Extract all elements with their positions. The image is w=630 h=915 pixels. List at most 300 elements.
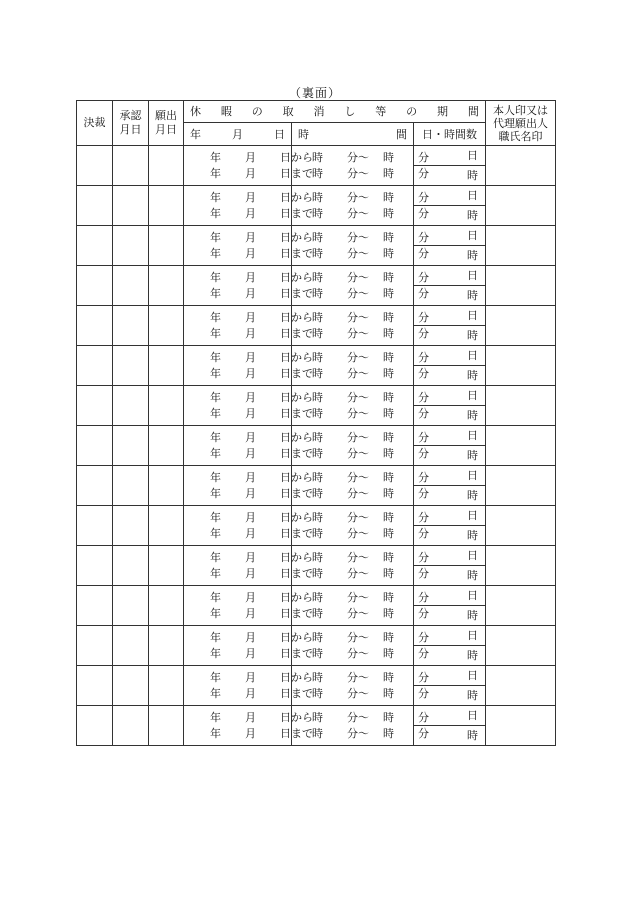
date-from <box>196 510 313 526</box>
month-label: 月 <box>245 726 256 740</box>
date-range-cell[interactable] <box>184 426 313 466</box>
decision-cell[interactable] <box>77 426 113 466</box>
month-label: 月 <box>245 566 256 580</box>
minute-label: 分〜 <box>347 686 369 700</box>
hour-label: 時 <box>383 686 394 700</box>
time-to <box>312 726 429 742</box>
day-to-label: 日まで <box>280 646 313 660</box>
approval-date-cell[interactable] <box>113 506 149 546</box>
year-label: 年 <box>210 590 221 604</box>
date-range-cell[interactable] <box>184 306 313 346</box>
day-to-label: 日まで <box>280 286 313 300</box>
date-to <box>196 726 313 742</box>
hour-label: 時 <box>383 710 394 724</box>
decision-cell[interactable] <box>77 386 113 426</box>
date-to <box>196 366 313 382</box>
minute-label: 分〜 <box>347 326 369 340</box>
hour-label: 時 <box>312 246 323 260</box>
approval-date-cell[interactable] <box>113 186 149 226</box>
hours-cell[interactable]: 時 <box>414 486 486 506</box>
date-to <box>196 606 313 622</box>
minute-label: 分〜 <box>347 670 369 684</box>
hours-cell[interactable]: 時 <box>414 726 486 746</box>
hour-label: 時 <box>312 446 323 460</box>
month-label: 月 <box>245 670 256 684</box>
period-title-char: 等 <box>375 104 387 118</box>
year-label: 年 <box>210 486 221 500</box>
approval-date-cell[interactable] <box>113 466 149 506</box>
decision-cell[interactable] <box>77 506 113 546</box>
approval-date-cell[interactable] <box>113 666 149 706</box>
signature-cell[interactable] <box>486 266 556 306</box>
hour-label: 時 <box>383 366 394 380</box>
days-cell[interactable]: 日 <box>414 386 486 406</box>
hour-label: 時 <box>383 566 394 580</box>
time-to <box>312 526 429 542</box>
hour-label: 時 <box>383 166 394 180</box>
approval-date-cell[interactable] <box>113 306 149 346</box>
hours-cell[interactable]: 時 <box>414 206 486 226</box>
month-label: 月 <box>245 550 256 564</box>
table-row <box>77 306 556 326</box>
days-cell[interactable]: 日 <box>414 466 486 486</box>
date-range-cell[interactable] <box>184 186 313 226</box>
minute-label: 分 <box>418 550 429 564</box>
decision-cell[interactable] <box>77 466 113 506</box>
hour-label: 時 <box>383 206 394 220</box>
date-range-cell[interactable] <box>184 266 313 306</box>
approval-date-cell[interactable] <box>113 586 149 626</box>
year-label: 年 <box>210 646 221 660</box>
hour-label: 時 <box>383 270 394 284</box>
table-row <box>77 666 556 686</box>
days-cell[interactable]: 日 <box>414 626 486 646</box>
hour-label: 時 <box>383 406 394 420</box>
days-cell[interactable]: 日 <box>414 546 486 566</box>
time-from <box>312 470 429 486</box>
table-row <box>77 426 556 446</box>
period-title-char: 間 <box>467 104 479 118</box>
table-row <box>77 226 556 246</box>
minute-label: 分 <box>418 350 429 364</box>
application-date-cell[interactable] <box>149 666 184 706</box>
month-label: 月 <box>245 230 256 244</box>
year-label: 年 <box>210 550 221 564</box>
year-label: 年 <box>210 326 221 340</box>
date-from <box>196 630 313 646</box>
hour-label: 時 <box>312 286 323 300</box>
year-label: 年 <box>210 670 221 684</box>
time-to <box>312 686 429 702</box>
date-to <box>196 326 313 342</box>
decision-cell[interactable] <box>77 706 113 746</box>
date-range-cell[interactable] <box>184 386 313 426</box>
month-label: 月 <box>245 526 256 540</box>
minute-label: 分 <box>418 150 429 164</box>
application-date-cell[interactable] <box>149 626 184 666</box>
hour-label: 時 <box>312 230 323 244</box>
approval-date-cell[interactable] <box>113 346 149 386</box>
minute-label: 分 <box>418 310 429 324</box>
leave-cancellation-table <box>76 100 556 746</box>
year-label: 年 <box>210 366 221 380</box>
date-to <box>196 646 313 662</box>
minute-label: 分〜 <box>347 590 369 604</box>
minute-label: 分 <box>418 190 429 204</box>
minute-label: 分〜 <box>347 366 369 380</box>
approval-date-cell[interactable] <box>113 226 149 266</box>
minute-label: 分〜 <box>347 270 369 284</box>
days-cell[interactable]: 日 <box>414 426 486 446</box>
hour-label: 時 <box>312 150 323 164</box>
hours-cell[interactable]: 時 <box>414 246 486 266</box>
time-from <box>312 430 429 446</box>
date-from <box>196 270 313 286</box>
approval-date-cell[interactable] <box>113 426 149 466</box>
hour-label: 時 <box>383 606 394 620</box>
time-from <box>312 190 429 206</box>
date-range-cell[interactable] <box>184 666 313 706</box>
time-from <box>312 350 429 366</box>
days-cell[interactable]: 日 <box>414 306 486 326</box>
page-title: （裏面） <box>288 86 341 100</box>
minute-label: 分 <box>418 710 429 724</box>
minute-label: 分 <box>418 470 429 484</box>
table-row <box>77 546 556 566</box>
minute-label: 分 <box>418 166 429 180</box>
hour-label: 時 <box>312 166 323 180</box>
hours-cell[interactable]: 時 <box>414 286 486 306</box>
date-range-cell[interactable] <box>184 546 313 586</box>
approval-date-cell[interactable] <box>113 266 149 306</box>
date-range-cell[interactable] <box>184 586 313 626</box>
signature-cell[interactable] <box>486 546 556 586</box>
decision-cell[interactable] <box>77 626 113 666</box>
year-label: 年 <box>210 150 221 164</box>
hour-label: 時 <box>312 390 323 404</box>
decision-cell[interactable] <box>77 546 113 586</box>
minute-label: 分〜 <box>347 310 369 324</box>
date-from <box>196 190 313 206</box>
hour-label: 時 <box>312 486 323 500</box>
day-from-label: 日から <box>280 470 313 484</box>
year-label: 年 <box>210 726 221 740</box>
hour-label: 時 <box>383 326 394 340</box>
date-range-cell[interactable] <box>184 146 313 186</box>
signature-label-3: 職氏名印 <box>498 129 543 143</box>
time-to <box>312 246 429 262</box>
year-label: 年 <box>210 286 221 300</box>
period-title-char: 期 <box>437 104 448 118</box>
day-to-label: 日まで <box>280 246 313 260</box>
time-from <box>312 710 429 726</box>
time-to <box>312 406 429 422</box>
minute-label: 分〜 <box>347 550 369 564</box>
minute-label: 分〜 <box>347 190 369 204</box>
minute-label: 分 <box>418 366 429 380</box>
signature-cell[interactable] <box>486 466 556 506</box>
hour-label: 時 <box>312 606 323 620</box>
time-to <box>312 286 429 302</box>
signature-cell[interactable] <box>486 186 556 226</box>
hours-cell[interactable]: 時 <box>414 446 486 466</box>
day-from-label: 日から <box>280 430 313 444</box>
days-cell[interactable]: 日 <box>414 146 486 166</box>
month-label: 月 <box>245 150 256 164</box>
day-to-label: 日まで <box>280 326 313 340</box>
hour-label: 時 <box>383 630 394 644</box>
days-cell[interactable]: 日 <box>414 586 486 606</box>
signature-cell[interactable] <box>486 226 556 266</box>
day-to-label: 日まで <box>280 526 313 540</box>
period-title <box>184 105 485 119</box>
hour-label: 時 <box>312 630 323 644</box>
signature-cell[interactable] <box>486 386 556 426</box>
hours-cell[interactable]: 時 <box>414 646 486 666</box>
application-date-cell[interactable] <box>149 346 184 386</box>
application-date-cell[interactable] <box>149 706 184 746</box>
hour-label: 時 <box>312 406 323 420</box>
hours-cell[interactable]: 時 <box>414 566 486 586</box>
month-label: 月 <box>245 270 256 284</box>
minute-label: 分 <box>418 630 429 644</box>
month-label: 月 <box>245 390 256 404</box>
date-from <box>196 470 313 486</box>
hour-label: 時 <box>383 246 394 260</box>
hour-label: 時 <box>312 190 323 204</box>
minute-label: 分〜 <box>347 350 369 364</box>
approval-date-cell[interactable] <box>113 146 149 186</box>
hour-label: 時 <box>312 270 323 284</box>
minute-label: 分〜 <box>347 150 369 164</box>
days-cell[interactable]: 日 <box>414 706 486 726</box>
hour-label: 時 <box>383 726 394 740</box>
day-from-label: 日から <box>280 710 313 724</box>
application-date-cell[interactable] <box>149 186 184 226</box>
hour-label: 時 <box>383 590 394 604</box>
minute-label: 分 <box>418 590 429 604</box>
year-label: 年 <box>210 526 221 540</box>
decision-cell[interactable] <box>77 146 113 186</box>
day-from-label: 日から <box>280 230 313 244</box>
hour-label: 時 <box>312 590 323 604</box>
hour-label: 時 <box>383 470 394 484</box>
signature-cell[interactable] <box>486 626 556 666</box>
month-label: 月 <box>232 128 243 141</box>
hour-label: 時 <box>383 390 394 404</box>
table-row <box>77 626 556 646</box>
minute-label: 分〜 <box>347 486 369 500</box>
day-from-label: 日から <box>280 510 313 524</box>
date-from <box>196 350 313 366</box>
application-label: 願出 <box>155 109 177 122</box>
minute-label: 分 <box>418 430 429 444</box>
date-to <box>196 566 313 582</box>
hours-cell[interactable]: 時 <box>414 606 486 626</box>
hours-cell[interactable]: 時 <box>414 326 486 346</box>
application-date-cell[interactable] <box>149 586 184 626</box>
decision-cell[interactable] <box>77 666 113 706</box>
hour-label: 時 <box>312 566 323 580</box>
time-from <box>312 630 429 646</box>
application-date-header <box>149 101 184 146</box>
time-from <box>312 150 429 166</box>
minute-label: 分 <box>418 486 429 500</box>
hours-cell[interactable]: 時 <box>414 166 486 186</box>
minute-label: 分〜 <box>347 606 369 620</box>
time-from <box>312 310 429 326</box>
minute-label: 分 <box>418 326 429 340</box>
application-date-cell[interactable] <box>149 506 184 546</box>
decision-cell[interactable] <box>77 266 113 306</box>
decision-cell[interactable] <box>77 306 113 346</box>
hours-cell[interactable]: 時 <box>414 526 486 546</box>
table-row <box>77 506 556 526</box>
application-date-cell[interactable] <box>149 266 184 306</box>
table-row <box>77 386 556 406</box>
year-label: 年 <box>210 710 221 724</box>
hours-cell[interactable]: 時 <box>414 686 486 706</box>
day-label: 日 <box>274 128 285 141</box>
date-range-cell[interactable] <box>184 626 313 666</box>
minute-label: 分〜 <box>347 286 369 300</box>
days-cell[interactable]: 日 <box>414 186 486 206</box>
approval-date-cell[interactable] <box>113 626 149 666</box>
minute-label: 分〜 <box>347 710 369 724</box>
date-from <box>196 590 313 606</box>
application-date-cell[interactable] <box>149 146 184 186</box>
signature-cell[interactable] <box>486 346 556 386</box>
date-range-cell[interactable] <box>184 466 313 506</box>
hour-label: 時 <box>312 726 323 740</box>
minute-label: 分〜 <box>347 470 369 484</box>
days-cell[interactable]: 日 <box>414 506 486 526</box>
signature-cell[interactable] <box>486 666 556 706</box>
decision-cell[interactable] <box>77 226 113 266</box>
minute-label: 分 <box>418 230 429 244</box>
minute-label: 分 <box>418 726 429 740</box>
application-date-cell[interactable] <box>149 426 184 466</box>
day-to-label: 日まで <box>280 446 313 460</box>
table-row <box>77 146 556 166</box>
month-label: 月 <box>245 366 256 380</box>
hour-label: 時 <box>312 686 323 700</box>
day-to-label: 日まで <box>280 406 313 420</box>
time-to <box>312 566 429 582</box>
hour-label: 時 <box>312 670 323 684</box>
date-subheader <box>184 123 292 146</box>
table-row <box>77 586 556 606</box>
signature-cell[interactable] <box>486 306 556 346</box>
decision-cell[interactable] <box>77 346 113 386</box>
date-from <box>196 710 313 726</box>
day-to-label: 日まで <box>280 726 313 740</box>
decision-cell[interactable] <box>77 586 113 626</box>
minute-label: 分 <box>418 270 429 284</box>
days-cell[interactable]: 日 <box>414 266 486 286</box>
days-cell[interactable]: 日 <box>414 346 486 366</box>
application-date-cell[interactable] <box>149 386 184 426</box>
signature-cell[interactable] <box>486 426 556 466</box>
hour-label: 時 <box>312 646 323 660</box>
day-from-label: 日から <box>280 670 313 684</box>
hour-label: 時 <box>383 526 394 540</box>
year-label: 年 <box>210 230 221 244</box>
signature-header <box>486 101 556 146</box>
signature-cell[interactable] <box>486 706 556 746</box>
hour-label: 時 <box>383 430 394 444</box>
year-label: 年 <box>210 206 221 220</box>
year-label: 年 <box>210 510 221 524</box>
minute-label: 分〜 <box>347 406 369 420</box>
year-label: 年 <box>190 128 201 141</box>
month-label: 月 <box>245 710 256 724</box>
approval-date-cell[interactable] <box>113 546 149 586</box>
hours-cell[interactable]: 時 <box>414 406 486 426</box>
date-range-cell[interactable] <box>184 346 313 386</box>
time-label: 時 <box>298 128 309 141</box>
application-date-cell[interactable] <box>149 466 184 506</box>
date-range-cell[interactable] <box>184 226 313 266</box>
day-to-label: 日まで <box>280 566 313 580</box>
period-title-char: の <box>406 104 418 118</box>
hour-label: 時 <box>383 510 394 524</box>
application-date-label: 月日 <box>155 123 177 136</box>
year-label: 年 <box>210 310 221 324</box>
approval-date-cell[interactable] <box>113 386 149 426</box>
hours-cell[interactable]: 時 <box>414 366 486 386</box>
signature-label-1: 本人印又は <box>493 103 548 117</box>
application-date-cell[interactable] <box>149 306 184 346</box>
date-to <box>196 206 313 222</box>
time-to <box>312 326 429 342</box>
decision-cell[interactable] <box>77 186 113 226</box>
days-cell[interactable]: 日 <box>414 666 486 686</box>
signature-cell[interactable] <box>486 506 556 546</box>
application-date-cell[interactable] <box>149 226 184 266</box>
minute-label: 分〜 <box>347 230 369 244</box>
hour-label: 時 <box>383 230 394 244</box>
month-label: 月 <box>245 246 256 260</box>
date-range-cell[interactable] <box>184 706 313 746</box>
approval-date-cell[interactable] <box>113 706 149 746</box>
time-to <box>312 646 429 662</box>
hour-label: 時 <box>383 646 394 660</box>
time-to <box>312 606 429 622</box>
signature-cell[interactable] <box>486 146 556 186</box>
hour-label: 時 <box>312 710 323 724</box>
month-label: 月 <box>245 470 256 484</box>
minute-label: 分〜 <box>347 726 369 740</box>
hour-label: 時 <box>312 510 323 524</box>
month-label: 月 <box>245 630 256 644</box>
minute-label: 分〜 <box>347 446 369 460</box>
day-to-label: 日まで <box>280 366 313 380</box>
days-cell[interactable]: 日 <box>414 226 486 246</box>
signature-cell[interactable] <box>486 586 556 626</box>
day-to-label: 日まで <box>280 166 313 180</box>
minute-label: 分〜 <box>347 166 369 180</box>
date-range-cell[interactable] <box>184 506 313 546</box>
time-subheader <box>292 123 414 146</box>
application-date-cell[interactable] <box>149 546 184 586</box>
hour-label: 時 <box>312 310 323 324</box>
time-from <box>312 590 429 606</box>
minute-label: 分〜 <box>347 510 369 524</box>
interval-label: 間 <box>396 128 407 141</box>
date-from <box>196 550 313 566</box>
hour-label: 時 <box>383 486 394 500</box>
